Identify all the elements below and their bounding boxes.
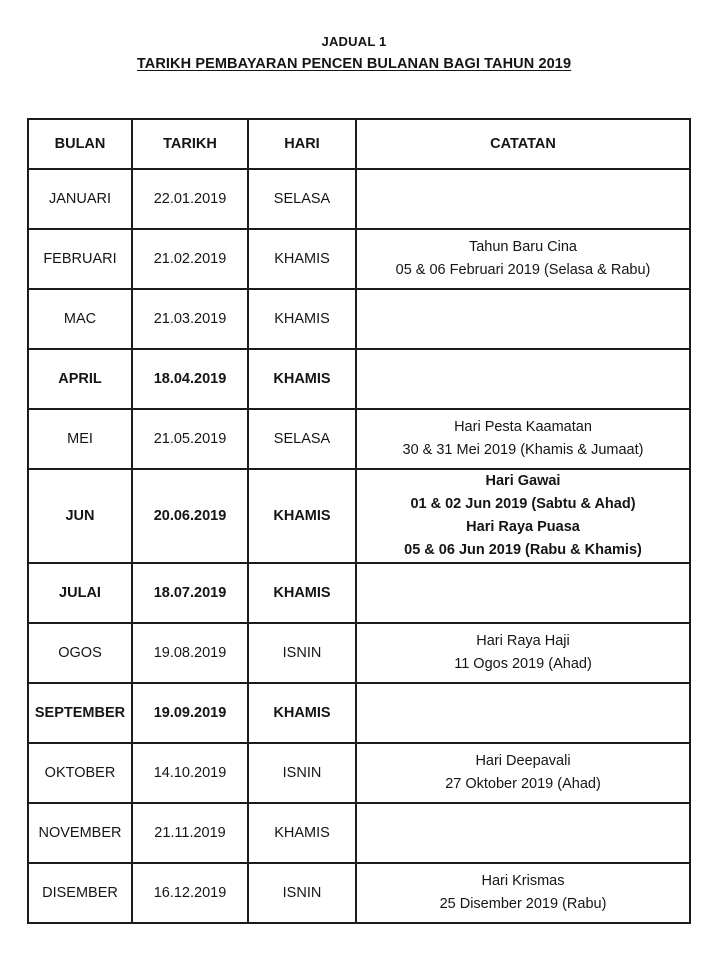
table-row [28, 683, 690, 743]
table-row [28, 743, 690, 803]
cell-hari: SELASA [248, 169, 356, 229]
catatan-line: 25 Disember 2019 (Rabu) [439, 896, 607, 912]
cell-tarikh: 20.06.2019 [132, 469, 248, 563]
catatan-line: 30 & 31 Mei 2019 (Khamis & Jumaat) [402, 442, 644, 458]
cell-bulan: OGOS [28, 623, 132, 683]
cell-catatan [356, 229, 690, 289]
header-row [28, 119, 690, 169]
cell-catatan [356, 623, 690, 683]
cell-hari: KHAMIS [248, 563, 356, 623]
cell-bulan: NOVEMBER [28, 803, 132, 863]
header-catatan: CATATAN [356, 119, 690, 169]
table-row [28, 563, 690, 623]
cell-catatan [356, 803, 690, 863]
cell-hari: KHAMIS [248, 683, 356, 743]
table-body [28, 169, 690, 923]
catatan-line: 01 & 02 Jun 2019 (Sabtu & Ahad) [410, 496, 636, 512]
header-hari: HARI [248, 119, 356, 169]
cell-catatan [356, 743, 690, 803]
catatan-line: Hari Raya Haji [476, 633, 570, 649]
document-title: TARIKH PEMBAYARAN PENCEN BULANAN BAGI TAHUN 2019 [136, 56, 572, 72]
cell-bulan: MAC [28, 289, 132, 349]
cell-catatan [356, 169, 690, 229]
cell-hari: KHAMIS [248, 349, 356, 409]
catatan-line: Hari Deepavali [475, 753, 571, 769]
cell-bulan: FEBRUARI [28, 229, 132, 289]
catatan-line: 05 & 06 Jun 2019 (Rabu & Khamis) [404, 542, 642, 558]
cell-hari: ISNIN [248, 623, 356, 683]
cell-bulan: MEI [28, 409, 132, 469]
cell-catatan [356, 409, 690, 469]
table-row [28, 623, 690, 683]
pension-payment-table [27, 118, 691, 924]
cell-catatan [356, 683, 690, 743]
table-row [28, 229, 690, 289]
cell-catatan [356, 563, 690, 623]
cell-tarikh: 16.12.2019 [132, 863, 248, 923]
catatan-line: Hari Krismas [481, 873, 565, 889]
cell-catatan [356, 469, 690, 563]
catatan-line: Hari Raya Puasa [466, 519, 580, 535]
table-row [28, 349, 690, 409]
table-row [28, 469, 690, 563]
cell-hari: SELASA [248, 409, 356, 469]
catatan-line: 05 & 06 Februari 2019 (Selasa & Rabu) [395, 262, 651, 278]
cell-tarikh: 21.03.2019 [132, 289, 248, 349]
cell-tarikh: 14.10.2019 [132, 743, 248, 803]
catatan-line: 27 Oktober 2019 (Ahad) [445, 776, 601, 792]
cell-bulan: DISEMBER [28, 863, 132, 923]
catatan-line: 11 Ogos 2019 (Ahad) [454, 656, 592, 672]
cell-hari: KHAMIS [248, 803, 356, 863]
cell-tarikh: 19.09.2019 [132, 683, 248, 743]
cell-hari: ISNIN [248, 863, 356, 923]
cell-catatan [356, 863, 690, 923]
table-row [28, 289, 690, 349]
cell-bulan: SEPTEMBER [28, 683, 132, 743]
header-bulan: BULAN [28, 119, 132, 169]
table-row [28, 863, 690, 923]
cell-hari: KHAMIS [248, 229, 356, 289]
cell-hari: KHAMIS [248, 289, 356, 349]
catatan-line: Hari Pesta Kaamatan [454, 419, 592, 435]
cell-bulan: JULAI [28, 563, 132, 623]
cell-tarikh: 18.04.2019 [132, 349, 248, 409]
header-tarikh: TARIKH [132, 119, 248, 169]
cell-tarikh: 21.02.2019 [132, 229, 248, 289]
table-label: JADUAL 1 [321, 34, 387, 49]
catatan-line: Hari Gawai [485, 473, 561, 489]
cell-tarikh: 21.11.2019 [132, 803, 248, 863]
table-row [28, 803, 690, 863]
cell-bulan: JUN [28, 469, 132, 563]
cell-bulan: JANUARI [28, 169, 132, 229]
cell-bulan: OKTOBER [28, 743, 132, 803]
cell-hari: ISNIN [248, 743, 356, 803]
cell-bulan: APRIL [28, 349, 132, 409]
cell-tarikh: 22.01.2019 [132, 169, 248, 229]
cell-tarikh: 18.07.2019 [132, 563, 248, 623]
cell-catatan [356, 289, 690, 349]
table-row [28, 409, 690, 469]
cell-catatan [356, 349, 690, 409]
cell-hari: KHAMIS [248, 469, 356, 563]
table-row [28, 169, 690, 229]
cell-tarikh: 19.08.2019 [132, 623, 248, 683]
catatan-line: Tahun Baru Cina [468, 239, 577, 255]
cell-tarikh: 21.05.2019 [132, 409, 248, 469]
